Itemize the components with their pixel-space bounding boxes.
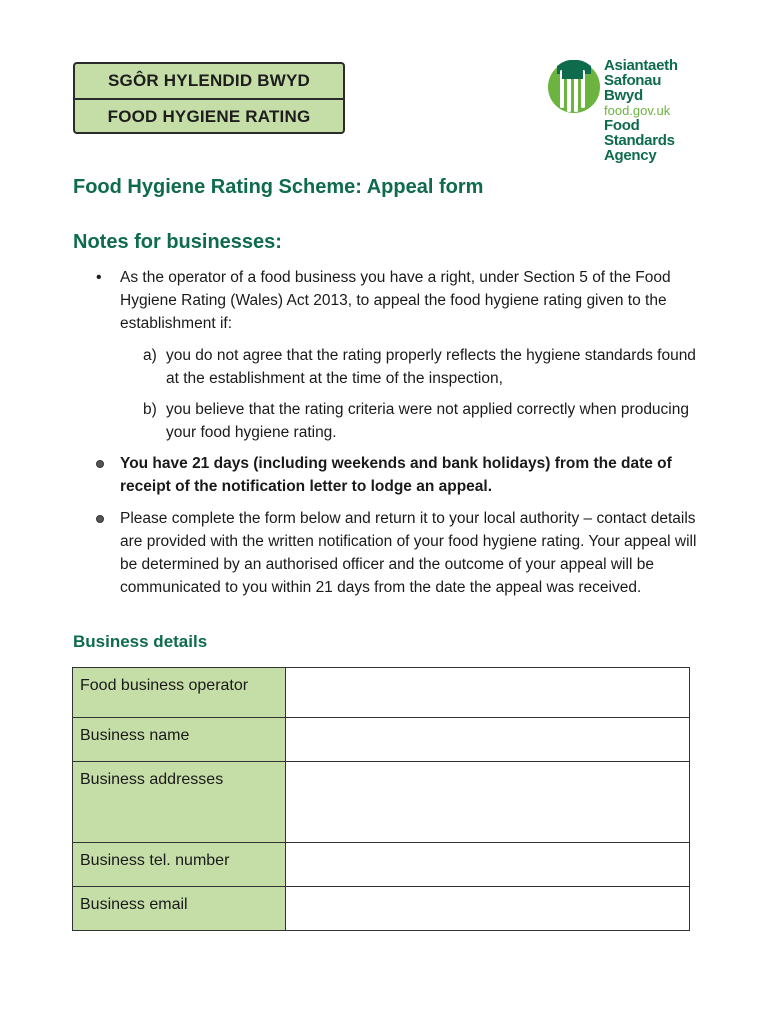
table-row bbox=[73, 668, 690, 718]
label-business-name: Business name bbox=[73, 718, 286, 762]
sub-item-a-label: a) bbox=[143, 347, 157, 364]
logo-english-line-2: Standards bbox=[604, 132, 675, 149]
note-bullet-3: Please complete the form below and return it to your local authority – contact details are provided with the written notification of your food hygiene rating. Your appeal will be determined by an authorised officer and the outcome of your appeal will be communicated to you within 21 days from the date the appeal was received. bbox=[120, 510, 697, 596]
business-details-heading: Business details bbox=[73, 632, 208, 651]
table-row bbox=[73, 843, 690, 887]
badge-welsh-text: SGÔR HYLENDID BWYD bbox=[75, 64, 343, 100]
logo-english-line-1: Food bbox=[604, 117, 640, 134]
food-hygiene-rating-badge bbox=[73, 62, 345, 134]
label-business-email: Business email bbox=[73, 887, 286, 931]
field-business-addresses[interactable] bbox=[286, 762, 690, 843]
bullet-ring-icon bbox=[96, 460, 104, 468]
business-details-table bbox=[72, 667, 690, 931]
field-business-tel-number[interactable] bbox=[286, 843, 690, 887]
logo-english-line-3: Agency bbox=[604, 147, 657, 164]
table-row bbox=[73, 887, 690, 931]
note-bullet-1: As the operator of a food business you have a right, under Section 5 of the Food Hygiene Rating (Wales) Act 2013, to appeal the food hygiene rating given to the establishment if: bbox=[120, 269, 671, 332]
food-standards-agency-logo bbox=[548, 58, 708, 168]
badge-english-text: FOOD HYGIENE RATING bbox=[107, 107, 311, 126]
logo-welsh-line-1: Asiantaeth bbox=[604, 57, 678, 74]
logo-welsh-line-3: Bwyd bbox=[604, 87, 643, 104]
page-title: Food Hygiene Rating Scheme: Appeal form bbox=[73, 176, 484, 198]
label-food-business-operator: Food business operator bbox=[73, 668, 286, 718]
table-row bbox=[73, 762, 690, 843]
label-business-tel-number: Business tel. number bbox=[73, 843, 286, 887]
logo-welsh-line-2: Safonau bbox=[604, 72, 662, 89]
fork-emblem-icon bbox=[548, 60, 600, 116]
bullet-dot-icon bbox=[96, 266, 102, 289]
note-bullet-2: You have 21 days (including weekends and bank holidays) from the date of receipt of the notification letter to lodge an appeal. bbox=[120, 455, 672, 495]
bullet-ring-icon bbox=[96, 515, 104, 523]
field-business-email[interactable] bbox=[286, 887, 690, 931]
notes-heading: Notes for businesses: bbox=[73, 231, 282, 253]
field-business-name[interactable] bbox=[286, 718, 690, 762]
table-row bbox=[73, 718, 690, 762]
label-business-addresses: Business addresses bbox=[73, 762, 286, 843]
field-food-business-operator[interactable] bbox=[286, 668, 690, 718]
sub-item-b-label: b) bbox=[143, 401, 157, 418]
sub-item-b-text: you believe that the rating criteria were not applied correctly when producing your food hygiene rating. bbox=[166, 401, 689, 441]
sub-item-a-text: you do not agree that the rating properly reflects the hygiene standards found at the establishment at the time of the inspection, bbox=[166, 347, 696, 387]
logo-url: food.gov.uk bbox=[604, 103, 671, 118]
